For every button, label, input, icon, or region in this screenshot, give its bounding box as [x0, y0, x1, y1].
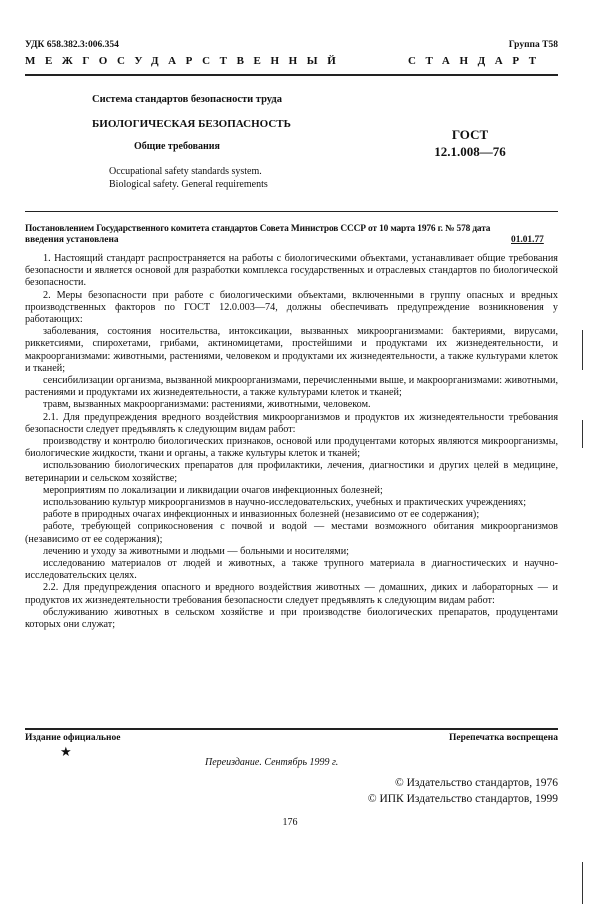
paragraph: 2.1. Для предупреждения вредного воздействия микроорганизмов и продуктов их жизнедеятельности требования безопасности следует предъявлять к следующим видам работ:	[25, 411, 558, 435]
footer-rule	[25, 728, 558, 730]
paragraph: мероприятиям по локализации и ликвидации очагов инфекционных болезней;	[43, 484, 383, 496]
paragraph: 2. Меры безопасности при работе с биологическими объектами, включенными в группу опасных и вредных производственных факторов по ГОСТ 12.0.003—74, должны обеспечивать предупреждение возникновения у работающих:	[25, 289, 558, 326]
paragraph: 1. Настоящий стандарт распространяется на работы с биологическими объектами, устанавливает общие требования безопасности и является основой для разработки комплекса государственных и отраслевых стандартов по биологической безопасности.	[25, 253, 558, 289]
gost-label: ГОСТ	[451, 127, 489, 142]
system-title: Система стандартов безопасности труда	[92, 94, 282, 105]
page-number: 176	[282, 817, 298, 828]
paragraph: 2.2. Для предупреждения опасного и вредного воздействия животных — домашних, диких и лабораторных — и продуктов их жизнедеятельности требования безопасности следует предъявлять к следующим видам работ:	[25, 582, 558, 606]
english-title-line1: Occupational safety standards system.	[109, 166, 262, 177]
paragraph: использованию культур микроорганизмов в научно-исследовательских, учебных и практических учреждениях;	[43, 497, 527, 509]
paragraph: сенсибилизации организма, вызванной микроорганизмами, перечисленными выше, и макроорганизмами: животными, растениями и продуктами их жизнедеятельности, а также культурами клеток и тканей;	[25, 375, 558, 399]
star-icon: ★	[60, 744, 72, 759]
reprint-notice: Перепечатка воспрещена	[448, 733, 558, 743]
paragraph: обслуживанию животных в сельском хозяйстве и при производстве биологических препаратов, продуцентами которых они служат;	[25, 606, 558, 631]
paragraph: работе, требующей соприкосновения с почвой и водой — местами возможного обитания микроорганизмов (независимо от ее содержания);	[25, 521, 558, 545]
official-edition: Издание официальное	[25, 733, 121, 743]
paragraph: производству и контролю биологических признаков, основой или продуцентами которых являются микроорганизмы, биологические жидкости, ткани и органы, а также культуры клеток и тканей;	[25, 436, 558, 460]
body-text	[25, 253, 558, 631]
margin-bar	[582, 330, 583, 370]
standard-label: СТАНДАРТ	[408, 55, 546, 67]
paragraph: работе в природных очагах инфекционных и инвазионных болезней (независимо от ее содержания);	[43, 509, 480, 521]
paragraph: заболевания, состояния носительства, интоксикации, вызванных микроорганизмами: бактериями, вирусами, риккетсиями, спирохетами, грибами, актиномицетами, простейшими и продуктами их жизнедеятельности, и макроорганизмами: животными, растениями, человеком и продуктами их жизнедеятельности, а также культурами клеток и тканей;	[25, 326, 558, 374]
margin-bar	[582, 420, 583, 448]
copyright-1999: © ИПК Издательство стандартов, 1999	[367, 793, 558, 805]
paragraph: использованию биологических препаратов для профилактики, лечения, диагностики и других целей в медицине, ветеринарии и сельском хозяйстве;	[25, 460, 558, 484]
resolution-line2: введения установлена	[25, 235, 119, 245]
margin-bar	[582, 862, 583, 904]
english-title-line2: Biological safety. General requirements	[109, 179, 268, 190]
document-title: БИОЛОГИЧЕСКАЯ БЕЗОПАСНОСТЬ	[92, 118, 291, 130]
copyright-1976: © Издательство стандартов, 1976	[394, 777, 558, 789]
title-rule	[25, 211, 558, 212]
paragraph: травм, вызванных макроорганизмами: растениями, животными, человеком.	[43, 399, 371, 411]
introduction-date: 01.01.77	[511, 235, 544, 245]
resolution-line1: Постановлением Государственного комитета стандартов Совета Министров СССР от 10 марта 1976 г. № 578 дата	[25, 224, 491, 234]
udk-code: УДК 658.382.3:006.354	[25, 40, 119, 50]
group-code: Группа Т58	[508, 40, 558, 50]
interstate-label: МЕЖГОСУДАРСТВЕННЫЙ	[25, 55, 346, 67]
header-rule	[25, 74, 558, 76]
paragraph: лечению и уходу за животными и людьми — больными и носителями;	[43, 545, 350, 557]
document-subtitle: Общие требования	[134, 141, 220, 152]
paragraph: исследованию материалов от людей и животных, а также трупного материала в диагностических и научно-исследовательских целях.	[25, 558, 558, 582]
gost-number: 12.1.008—76	[434, 144, 506, 159]
reissue-note: Переиздание. Сентябрь 1999 г.	[205, 757, 339, 768]
